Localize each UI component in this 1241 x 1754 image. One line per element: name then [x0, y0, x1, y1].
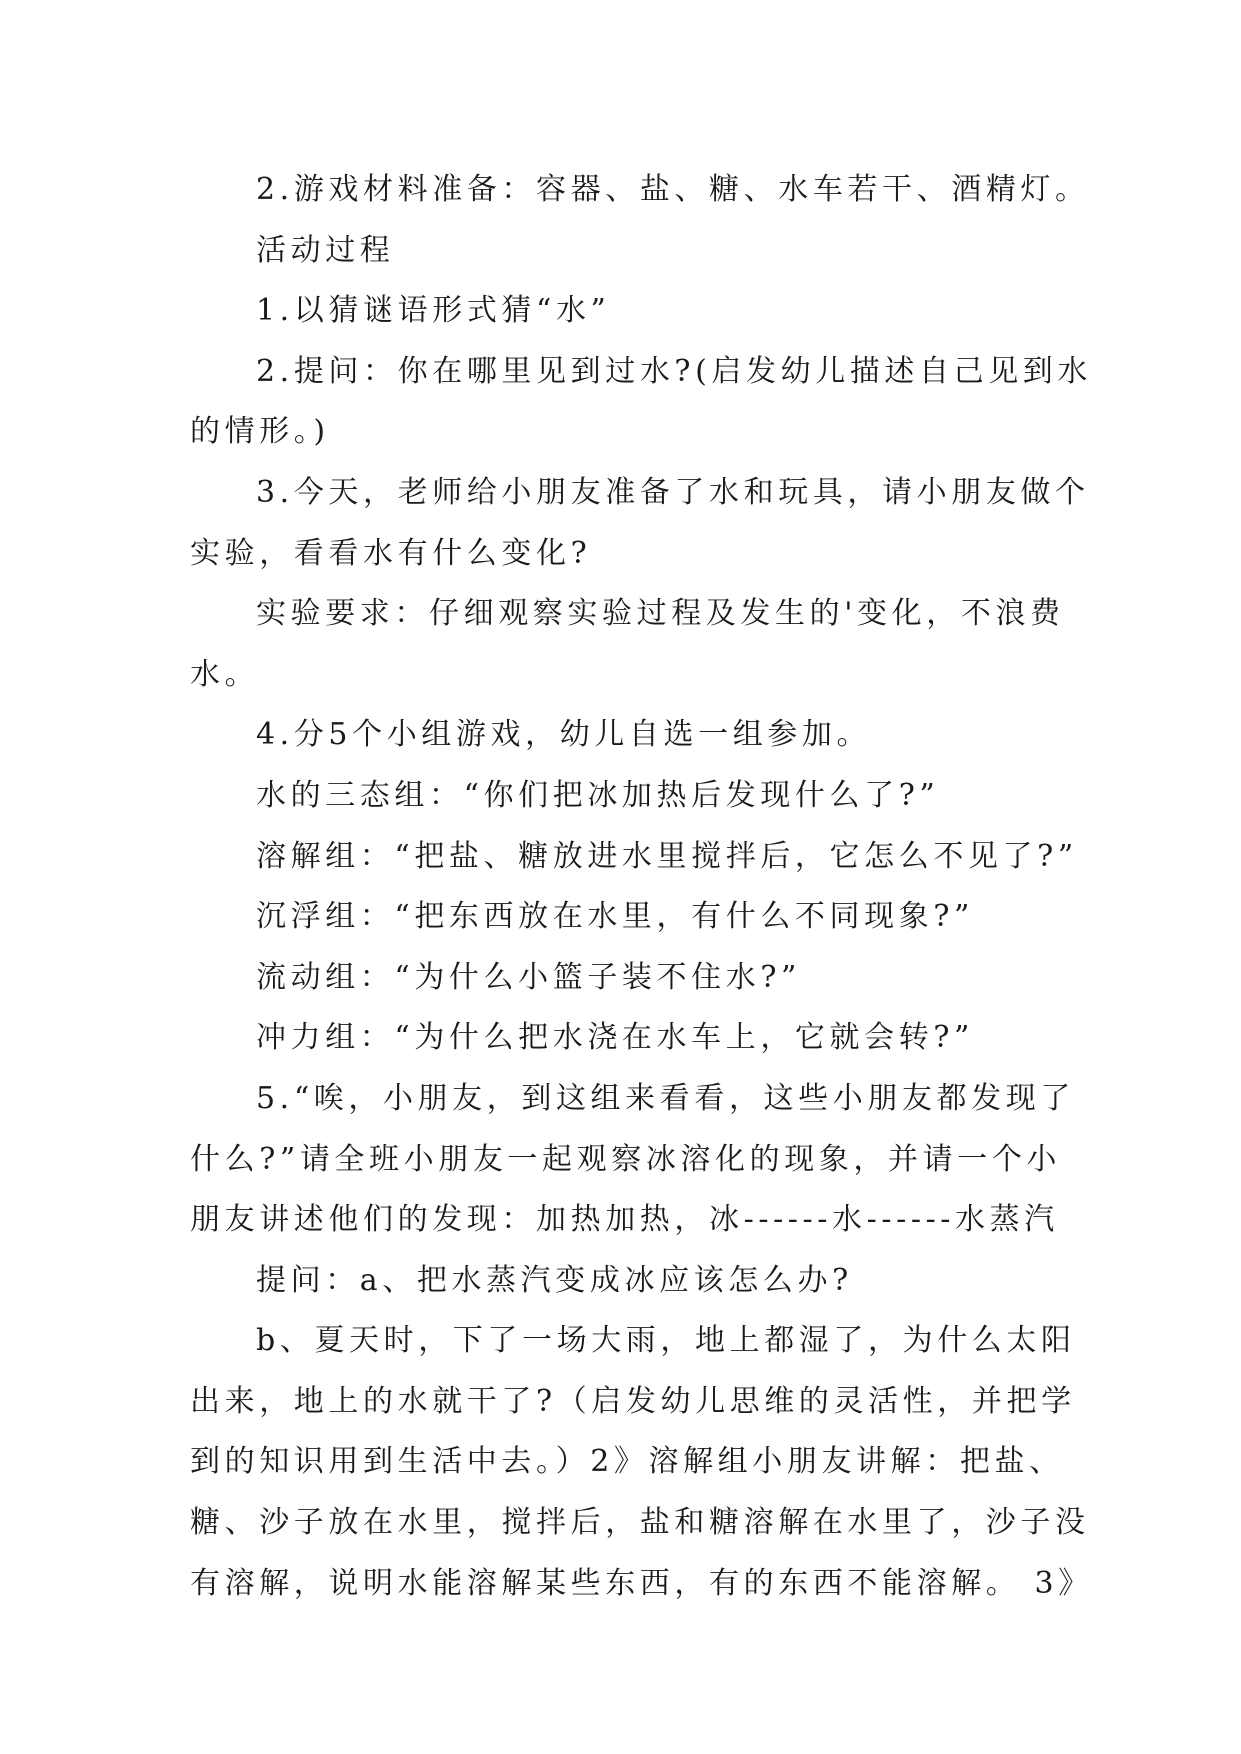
text-line: 冲力组：“为什么把水浇在水车上，它就会转?”	[256, 1020, 974, 1056]
text-line: 流动组：“为什么小篮子装不住水?”	[256, 959, 801, 995]
text-line: 什么?”请全班小朋友一起观察冰溶化的现象，并请一个小	[190, 1141, 1062, 1177]
text-line: 水。	[190, 656, 260, 692]
text-line: b、夏天时，下了一场大雨，地上都湿了，为什么太阳	[256, 1323, 1076, 1359]
text-line: 出来，地上的水就干了?（启发幼儿思维的灵活性，并把学	[190, 1383, 1076, 1419]
text-line: 2.提问：你在哪里见到过水?(启发幼儿描述自己见到水	[256, 353, 1093, 389]
text-line: 实验，看看水有什么变化?	[190, 535, 592, 571]
text-line: 朋友讲述他们的发现：加热加热，冰------水------水蒸汽	[190, 1202, 1059, 1238]
section-heading: 活动过程	[256, 232, 395, 268]
text-line: 到的知识用到生活中去。）2》溶解组小朋友讲解：把盐、	[190, 1444, 1064, 1480]
text-line: 提问：a、把水蒸汽变成冰应该怎么办?	[256, 1262, 853, 1298]
text-line: 的情形。)	[190, 414, 330, 450]
text-line: 2.游戏材料准备：容器、盐、糖、水车若干、酒精灯。	[256, 172, 1090, 207]
text-line: 糖、沙子放在水里，搅拌后，盐和糖溶解在水里了，沙子没	[190, 1505, 1090, 1541]
document-body	[190, 160, 1093, 1614]
text-line: 1.以猜谜语形式猜“水”	[256, 293, 611, 329]
text-line: 4.分5个小组游戏，幼儿自选一组参加。	[256, 717, 872, 753]
text-line: 水的三态组：“你们把冰加热后发现什么了?”	[256, 777, 940, 813]
text-line: 沉浮组：“把东西放在水里，有什么不同现象?”	[256, 899, 974, 935]
text-line: 有溶解，说明水能溶解某些东西，有的东西不能溶解。 3》	[190, 1565, 1093, 1601]
text-line: 3.今天，老师给小朋友准备了水和玩具，请小朋友做个	[256, 474, 1090, 510]
text-line: 5.“唉，小朋友，到这组来看看，这些小朋友都发现了	[256, 1080, 1075, 1116]
text-line: 实验要求：仔细观察实验过程及发生的'变化，不浪费	[256, 596, 1065, 632]
text-line: 溶解组：“把盐、糖放进水里搅拌后，它怎么不见了?”	[256, 838, 1078, 874]
